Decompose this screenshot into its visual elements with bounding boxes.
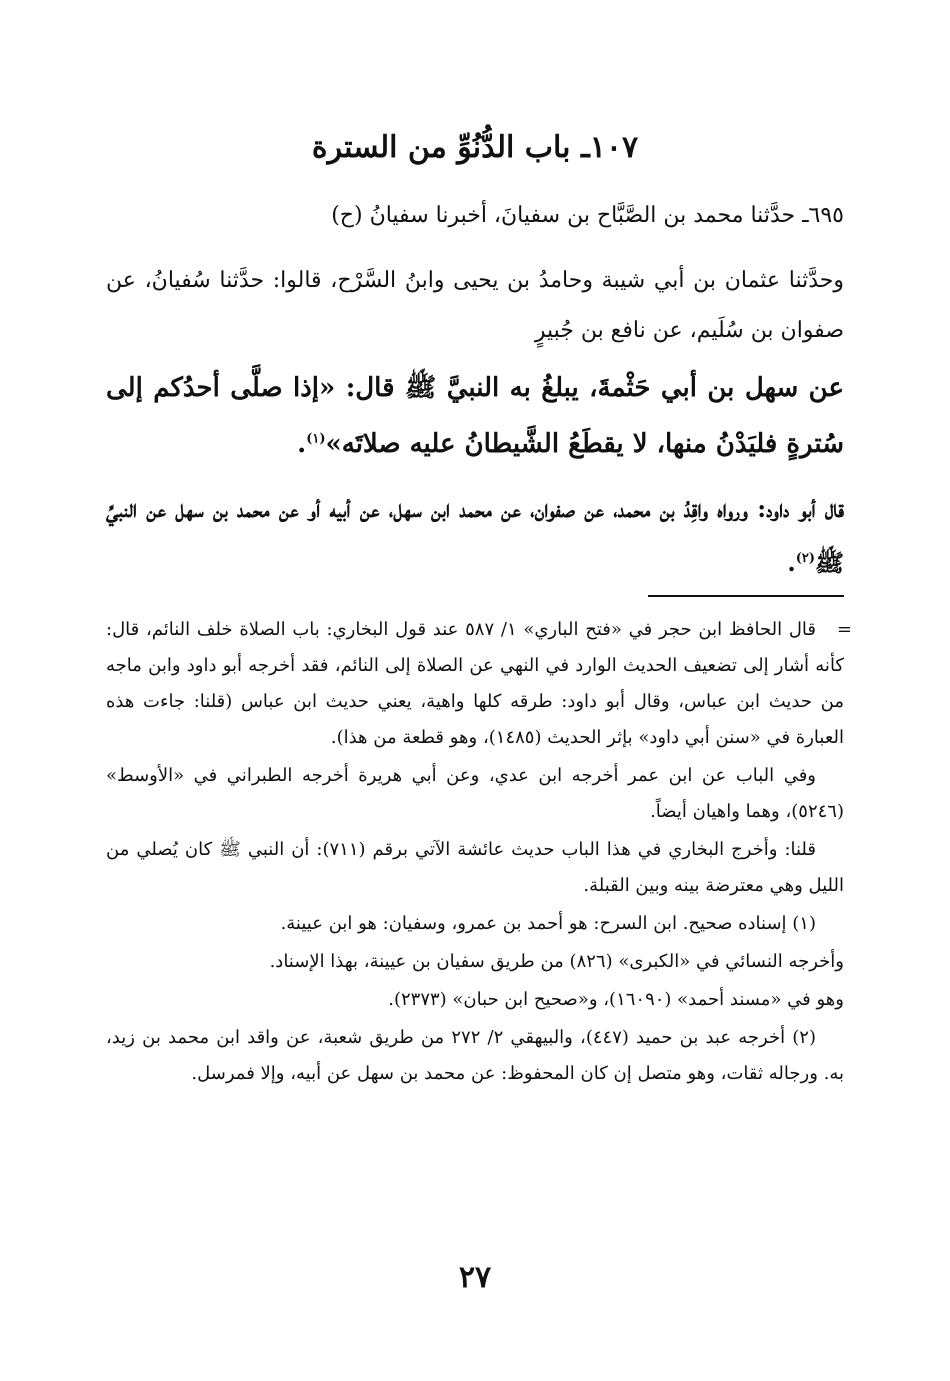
abu-dawud-comment-text: قال أبو داود: ورواه واقِدُ بن محمد، عن صفوان، عن محمد ابن سهل، عن أبيه أو عن محمد بن سهل عن النبيِّ ﷺ: [106, 494, 844, 577]
footnote-1-line-3: وهو في «مسند أحمد» (١٦٠٩٠)، و«صحيح ابن حبان» (٢٣٧٣).: [388, 989, 844, 1010]
footnote-1-line-2: وأخرجه النسائي في «الكبرى» (٨٢٦) من طريق سفيان بن عيينة، بهذا الإسناد.: [269, 951, 844, 972]
continuation-mark: =: [836, 619, 852, 640]
hadith-matn: [106, 360, 844, 472]
abu-dawud-comment: [106, 482, 844, 590]
footnotes-section: [106, 612, 852, 1094]
abu-dawud-comment-end: .: [787, 548, 796, 577]
footnote-separator: [648, 595, 844, 597]
hadith-matn-text: عن سهل بن أبي حَثْمةَ، يبلغُ به النبيَّ ﷺ قال: «إذا صلَّى أحدُكم إلى سُترةٍ فليَدْنُ منها، لا يقطَعُ الشَّيطانُ عليه صلاتَه»: [106, 373, 844, 459]
footnote-continuation: [106, 612, 852, 756]
footnote-paragraph-3: قلنا: وأخرج البخاري في هذا الباب حديث عائشة الآتي برقم (٧١١): أن النبي ﷺ كان يُصلي من الليل وهي معترضة بينه وبين القبلة.: [106, 839, 844, 896]
footnote-continuation-text: قال الحافظ ابن حجر في «فتح الباري» ١/ ٥٨٧ عند قول البخاري: باب الصلاة خلف النائم، قال: كأنه أشار إلى تضعيف الحديث الوارد في النهي عن الصلاة إلى النائم، فقد أخرجه أبو داود وابن ماجه من حديث ابن عباس، وقال أبو داود: طرقه كلها واهية، يعني حديث ابن عباس (قلنا: جاءت هذه العبارة في «سنن أبي داود» بإثر الحديث (١٤٨٥)، وهو قطعة من هذا).: [106, 619, 844, 748]
hadith-matn-end: .: [297, 429, 307, 459]
footnote-ref-1[interactable]: (١): [306, 431, 326, 447]
footnote-2: (٢) أخرجه عبد بن حميد (٤٤٧)، والبيهقي ٢/ ٢٧٢ من طريق شعبة، عن واقد ابن محمد بن زيد، به. ورجاله ثقات، وهو متصل إن كان المحفوظ: عن محمد بن سهل عن أبيه، وإلا فمرسل.: [106, 1027, 844, 1084]
chapter-heading: ١٠٧ـ باب الدُّنُوِّ من السترة: [311, 130, 639, 165]
hadith-isnad-line-2: وحدَّثنا عثمان بن أبي شيبة وحامدُ بن يحيى وابنُ السَّرْح، قالوا: حدَّثنا سُفيانُ، عن صفوان بن سُلَيم، عن نافع بن جُبيرٍ: [106, 268, 844, 343]
footnote-1-line-1: (١) إسناده صحيح. ابن السرح: هو أحمد بن عمرو، وسفيان: هو ابن عيينة.: [280, 913, 816, 934]
page-number: ٢٧: [458, 1260, 492, 1295]
footnote-paragraph-2: وفي الباب عن ابن عمر أخرجه ابن عدي، وعن أبي هريرة أخرجه الطبراني في «الأوسط» (٥٢٤٦)، وهما واهيان أيضاً.: [106, 765, 844, 822]
hadith-isnad-line-1: ٦٩٥ـ حدَّثنا محمد بن الصَّبَّاح بن سفيانَ، أخبرنا سفيانُ (ح): [331, 203, 844, 228]
footnote-ref-2[interactable]: (٢): [795, 551, 815, 566]
